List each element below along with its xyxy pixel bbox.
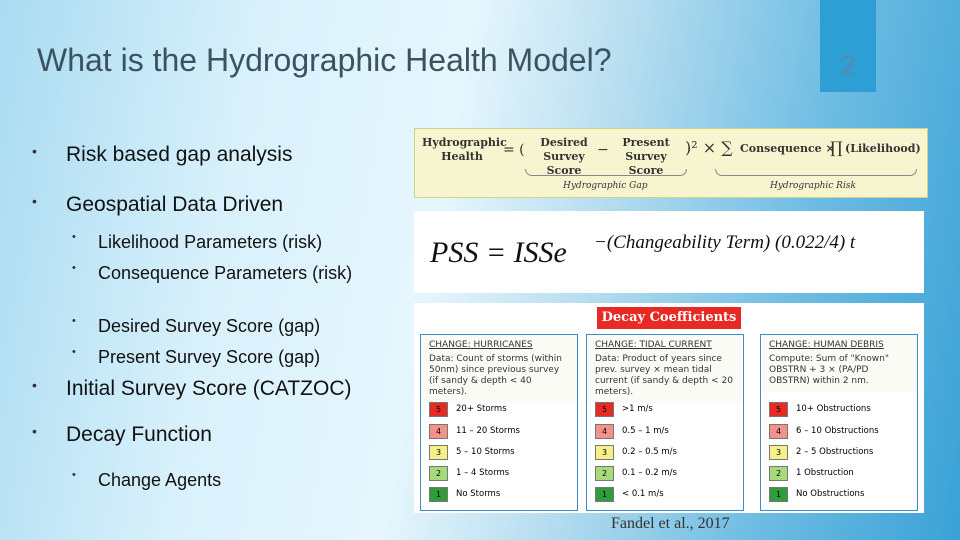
page-number-box bbox=[820, 0, 876, 92]
sub-bullet-item: • Desired Survey Score (gap) bbox=[72, 315, 321, 336]
score-row: 5 10+ Obstructions bbox=[769, 401, 871, 417]
decay-column-tidal-current bbox=[586, 334, 744, 511]
slide-title: What is the Hydrographic Health Model? bbox=[37, 42, 612, 78]
sub-bullet-item: • Consequence Parameters (risk) bbox=[72, 262, 353, 283]
pss-main: PSS = ISSe bbox=[430, 236, 567, 269]
bullet-dot-icon: • bbox=[32, 423, 37, 439]
bullet-item: • Decay Function bbox=[32, 423, 212, 446]
score-row: 3 5 – 10 Storms bbox=[429, 444, 515, 460]
score-row: 1 No Storms bbox=[429, 486, 500, 502]
formula-desired: Desired Survey Score bbox=[540, 136, 588, 177]
bullet-dot-icon: • bbox=[32, 377, 37, 393]
hydrographic-health-formula: Hydrographic Health = ( Desired Survey Score − Present Survey Score )² × ∑ Consequence × ∏ (Likelihood) Hydrographic Gap Hydrographic Risk bbox=[414, 128, 928, 198]
decay-title: Decay Coefficients bbox=[597, 307, 741, 329]
bullet-dot-icon: • bbox=[72, 231, 76, 243]
score-row: 5 20+ Storms bbox=[429, 401, 507, 417]
page-number: 2 bbox=[840, 50, 856, 80]
bullet-dot-icon: • bbox=[72, 262, 76, 274]
score-row: 1 No Obstructions bbox=[769, 486, 864, 502]
bullet-dot-icon: • bbox=[32, 143, 37, 159]
bullet-item: • Initial Survey Score (CATZOC) bbox=[32, 377, 352, 400]
gap-label: Hydrographic Gap bbox=[563, 181, 648, 191]
sub-bullet-item: • Present Survey Score (gap) bbox=[72, 346, 321, 367]
bullet-dot-icon: • bbox=[72, 346, 76, 358]
pss-formula bbox=[414, 211, 924, 293]
decay-coefficients-table bbox=[414, 303, 924, 513]
score-row: 3 0.2 – 0.5 m/s bbox=[595, 444, 677, 460]
pss-exponent: −(Changeability Term) (0.022/4) t bbox=[594, 232, 856, 253]
bullet-dot-icon: • bbox=[32, 193, 37, 209]
score-row: 5 >1 m/s bbox=[595, 401, 653, 417]
column-desc: Compute: Sum of "Known" OBSTRN + 3 × (PA/PD OBSTRN) within 2 nm. bbox=[769, 354, 889, 386]
formula-present: Present Survey Score bbox=[622, 136, 670, 177]
score-row: 3 2 – 5 Obstructions bbox=[769, 444, 873, 460]
column-name: CHANGE: HURRICANES bbox=[429, 340, 533, 350]
bullet-item: • Risk based gap analysis bbox=[32, 143, 293, 166]
decay-column-human-debris bbox=[760, 334, 918, 511]
risk-brace bbox=[715, 169, 917, 176]
column-name: CHANGE: HUMAN DEBRIS bbox=[769, 340, 884, 350]
formula-likelihood: (Likelihood) bbox=[845, 142, 921, 155]
citation: Fandel et al., 2017 bbox=[611, 515, 730, 532]
bullet-item: • Geospatial Data Driven bbox=[32, 193, 284, 216]
column-desc: Data: Product of years since prev. survey × mean tidal current (if sandy & depth < 20 meters). bbox=[595, 354, 733, 397]
column-desc: Data: Count of storms (within 50nm) since previous survey (if sandy & depth < 40 meters). bbox=[429, 354, 562, 397]
bullet-dot-icon: • bbox=[72, 315, 76, 327]
bullet-dot-icon: • bbox=[72, 469, 76, 481]
formula-lhs: Hydrographic Health bbox=[422, 136, 507, 163]
sub-bullet-item: • Likelihood Parameters (risk) bbox=[72, 231, 323, 252]
sub-bullet-item: • Change Agents bbox=[72, 469, 222, 490]
decay-column-hurricanes bbox=[420, 334, 578, 511]
score-row: 2 1 Obstruction bbox=[769, 465, 854, 481]
formula-consequence: Consequence × bbox=[740, 142, 835, 155]
column-name: CHANGE: TIDAL CURRENT bbox=[595, 340, 712, 350]
gap-brace bbox=[525, 169, 687, 176]
score-row: 2 1 – 4 Storms bbox=[429, 465, 509, 481]
score-row: 2 0.1 – 0.2 m/s bbox=[595, 465, 677, 481]
score-row: 4 11 – 20 Storms bbox=[429, 423, 520, 439]
risk-label: Hydrographic Risk bbox=[770, 181, 856, 191]
score-row: 4 0.5 – 1 m/s bbox=[595, 423, 669, 439]
score-row: 1 < 0.1 m/s bbox=[595, 486, 664, 502]
score-row: 4 6 – 10 Obstructions bbox=[769, 423, 879, 439]
